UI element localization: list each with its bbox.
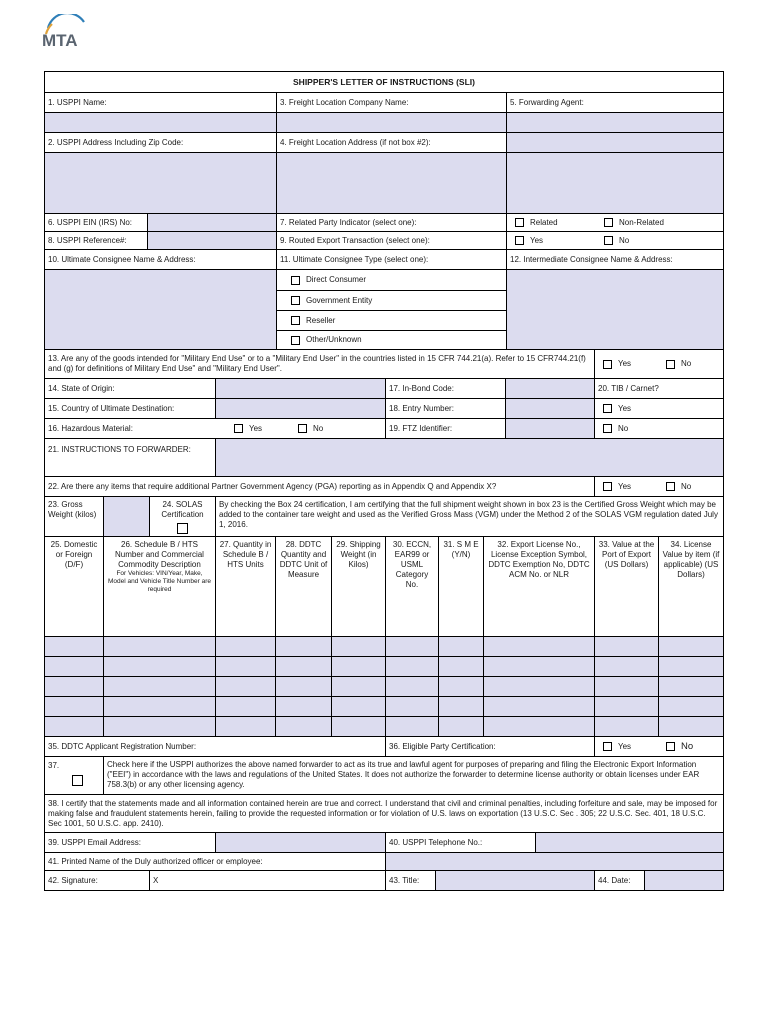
forwarding-agent-label: 5. Forwarding Agent: <box>510 98 584 107</box>
routed-yes-checkbox[interactable] <box>515 236 524 245</box>
instructions-to-forwarder-input[interactable] <box>215 439 723 476</box>
tib-no-label: No <box>618 423 629 433</box>
commodity-row <box>45 656 723 676</box>
state-of-origin-input[interactable] <box>215 379 385 398</box>
forwarding-agent-fill-2 <box>506 153 723 213</box>
commodity-cell-col-31[interactable] <box>438 717 483 736</box>
routed-yes-option[interactable] <box>506 232 596 249</box>
pga-yes-option[interactable] <box>594 477 654 496</box>
consignee-type-other[interactable] <box>277 330 506 349</box>
pga-no-option[interactable] <box>654 477 723 496</box>
usppi-email-input[interactable] <box>215 833 385 852</box>
hazardous-material-label: 16. Hazardous Material: <box>48 423 133 433</box>
gross-weight-input[interactable] <box>103 497 149 536</box>
hazardous-yes-checkbox[interactable] <box>234 424 243 433</box>
printed-name-input[interactable] <box>385 853 723 870</box>
certification-statement: 38. I certify that the statements made and all information contained herein are true and correct. I understand that civil and criminal penalties, including forfeiture and sale, may be imposed for making false and fraudulent statements herein, failing to provide the requested information or for violation of U.S. laws on exportation (13 U.S.C. Sec . 305; 22 U.S.C. Sec. 401, 18 U.S.C. Sec 1001, 50 U.S.C. app. 2410). <box>48 799 718 828</box>
commodity-cell-col-32[interactable] <box>483 717 594 736</box>
signature-input[interactable] <box>149 871 385 890</box>
tib-yes-option[interactable] <box>594 399 723 418</box>
tib-yes-label: Yes <box>618 403 632 413</box>
commodity-cell-col-26[interactable] <box>103 697 215 716</box>
tib-yes-checkbox[interactable] <box>603 404 612 413</box>
commodity-cell-col-29[interactable] <box>331 657 385 676</box>
pga-reporting-question: 22. Are there any items that require additional Partner Government Agency (PGA) reporting as in Appendix Q and Appendix X? <box>48 481 497 491</box>
solas-label: 24. SOLAS Certification <box>161 500 204 519</box>
consignee-type-direct[interactable] <box>277 270 506 290</box>
commodity-row <box>45 676 723 696</box>
country-destination-input[interactable] <box>215 399 385 418</box>
usppi-address-label: 2. USPPI Address Including Zip Code: <box>48 137 184 147</box>
consignee-type-options <box>276 270 506 349</box>
commodity-cell-col-34[interactable] <box>658 657 723 676</box>
commodity-cell-col-27[interactable] <box>215 717 275 736</box>
routed-no-label: No <box>619 235 630 245</box>
commodity-cell-col-33[interactable] <box>594 657 658 676</box>
commodity-cell-col-34[interactable] <box>658 697 723 716</box>
col-29-header: 29. Shipping Weight (in Kilos) <box>331 537 385 636</box>
commodity-cell-col-28[interactable] <box>275 637 331 656</box>
related-party-label: 7. Related Party Indicator (select one): <box>276 214 506 231</box>
military-no-checkbox[interactable] <box>666 360 675 369</box>
commodity-cell-col-30[interactable] <box>385 677 438 696</box>
consignee-type-government[interactable] <box>277 290 506 310</box>
non-related-option-label: Non-Related <box>619 217 664 227</box>
form-title: SHIPPER'S LETTER OF INSTRUCTIONS (SLI) <box>293 77 475 87</box>
freight-location-company-input[interactable] <box>276 113 506 132</box>
col-34-header: 34. License Value by item (if applicable) (US Dollars) <box>658 537 723 636</box>
commodity-cell-col-25[interactable] <box>45 717 103 736</box>
col-28-header: 28. DDTC Quantity and DDTC Unit of Measure <box>275 537 331 636</box>
military-no-label: No <box>681 359 692 368</box>
col-26-header <box>103 537 215 636</box>
intermediate-consignee-label: 12. Intermediate Consignee Name & Address: <box>506 250 723 269</box>
eligible-yes-option[interactable] <box>594 737 654 756</box>
usppi-reference-input[interactable] <box>147 232 276 249</box>
commodity-cell-col-29[interactable] <box>331 697 385 716</box>
freight-location-address-label: 4. Freight Location Address (if not box #2): <box>276 133 506 152</box>
col-25-header: 25. Domestic or Foreign (D/F) <box>50 540 98 569</box>
eligible-no-checkbox[interactable] <box>666 742 675 751</box>
in-bond-code-input[interactable] <box>505 379 594 398</box>
commodity-cell-col-29[interactable] <box>331 717 385 736</box>
eligible-party-label: 36. Eligible Party Certification: <box>385 737 594 756</box>
commodity-cell-col-29[interactable] <box>331 677 385 696</box>
forwarder-authorization-text: Check here if the USPPI authorizes the above named forwarder to act as its true and lawful agent for purposes of preparing and filing the Electronic Export Information ("EEI") in accordance with the laws and regulations of the United States. It does not authorize the forwarder to determine license authority or obtain licenses under EAR 758.3(b) or any other licensing agency. <box>103 757 723 794</box>
col-31-header: 31. S M E (Y/N) <box>438 537 483 636</box>
date-input[interactable] <box>644 871 723 890</box>
pga-no-checkbox[interactable] <box>666 482 675 491</box>
pga-no-label: No <box>681 481 692 491</box>
usppi-telephone-input[interactable] <box>535 833 723 852</box>
hazardous-no-label: No <box>313 423 324 433</box>
commodity-cell-col-34[interactable] <box>658 637 723 656</box>
col-26-note: For Vehicles: VIN/Year, Make, Model and Vehicle Title Number are required <box>108 570 211 593</box>
commodity-cell-col-31[interactable] <box>438 677 483 696</box>
commodity-cell-col-33[interactable] <box>594 697 658 716</box>
title-input[interactable] <box>435 871 594 890</box>
usppi-telephone-label: 40. USPPI Telephone No.: <box>385 833 535 852</box>
solas-cell <box>149 497 215 536</box>
usppi-name-label: 1. USPPI Name: <box>48 97 107 107</box>
direct-consumer-checkbox[interactable] <box>291 276 300 285</box>
hazardous-no-option[interactable] <box>295 419 375 438</box>
routed-no-option[interactable] <box>596 232 723 249</box>
commodity-cell-col-34[interactable] <box>658 677 723 696</box>
date-label: 44. Date: <box>594 871 644 890</box>
non-related-option[interactable] <box>596 214 723 231</box>
hazardous-yes-option[interactable] <box>231 419 291 438</box>
col-27-header: 27. Quantity in Schedule B / HTS Units <box>215 537 275 636</box>
country-destination-label: 15. Country of Ultimate Destination: <box>48 403 175 413</box>
routed-export-label: 9. Routed Export Transaction (select one): <box>276 232 506 249</box>
reseller-checkbox[interactable] <box>291 316 300 325</box>
commodity-cell-col-32[interactable] <box>483 677 594 696</box>
tib-carnet-label: 20. TIB / Carnet? <box>594 379 723 398</box>
signature-label: 42. Signature: <box>48 875 98 885</box>
state-of-origin-label: 14. State of Origin: <box>48 383 115 393</box>
solas-checkbox[interactable] <box>177 523 188 534</box>
forwarder-authorization-number: 37. <box>48 761 60 770</box>
sli-form <box>44 71 724 891</box>
commodity-cell-col-33[interactable] <box>594 677 658 696</box>
pga-yes-checkbox[interactable] <box>603 482 612 491</box>
commodity-cell-col-27[interactable] <box>215 697 275 716</box>
commodity-cell-col-28[interactable] <box>275 677 331 696</box>
forwarder-authorization-cell <box>45 757 103 794</box>
commodity-cell-col-29[interactable] <box>331 637 385 656</box>
non-related-checkbox[interactable] <box>604 218 613 227</box>
commodity-cell-col-25[interactable] <box>45 677 103 696</box>
in-bond-code-label: 17. In-Bond Code: <box>385 379 505 398</box>
commodity-cell-col-26[interactable] <box>103 637 215 656</box>
eligible-no-label: No <box>681 740 694 752</box>
usppi-address-input[interactable] <box>45 153 276 213</box>
commodity-cell-col-28[interactable] <box>275 717 331 736</box>
eligible-yes-checkbox[interactable] <box>603 742 612 751</box>
title-label: 43. Title: <box>385 871 435 890</box>
ddtc-registration-label: 35. DDTC Applicant Registration Number: <box>48 741 197 751</box>
reseller-label: Reseller <box>306 315 336 325</box>
commodity-cell-col-32[interactable] <box>483 637 594 656</box>
ultimate-consignee-label: 10. Ultimate Consignee Name & Address: <box>48 254 196 264</box>
commodity-cell-col-28[interactable] <box>275 657 331 676</box>
related-option[interactable] <box>506 214 596 231</box>
commodity-cell-col-30[interactable] <box>385 717 438 736</box>
commodity-cell-col-26[interactable] <box>103 677 215 696</box>
related-checkbox[interactable] <box>515 218 524 227</box>
other-unknown-label: Other/Unknown <box>306 335 362 344</box>
forwarder-authorization-checkbox[interactable] <box>72 775 83 786</box>
commodity-row <box>45 696 723 716</box>
commodity-cell-col-25[interactable] <box>45 657 103 676</box>
hazardous-yes-label: Yes <box>249 423 263 433</box>
ultimate-consignee-input[interactable] <box>45 270 276 349</box>
usppi-email-label: 39. USPPI Email Address: <box>48 837 141 847</box>
commodity-cell-col-31[interactable] <box>438 657 483 676</box>
hazardous-no-checkbox[interactable] <box>298 424 307 433</box>
related-option-label: Related <box>530 217 558 227</box>
intermediate-consignee-input[interactable] <box>506 270 723 349</box>
entry-number-input[interactable] <box>505 399 594 418</box>
mta-logo <box>40 14 100 50</box>
printed-name-label: 41. Printed Name of the Duly authorized officer or employee: <box>48 856 263 866</box>
eligible-yes-label: Yes <box>618 741 632 751</box>
eligible-no-option[interactable] <box>654 737 723 756</box>
commodity-cell-col-30[interactable] <box>385 657 438 676</box>
military-yes-checkbox[interactable] <box>603 360 612 369</box>
col-26-title: 26. Schedule B / HTS Number and Commercial Commodity Description <box>115 540 204 569</box>
government-entity-label: Government Entity <box>306 295 373 305</box>
tib-no-checkbox[interactable] <box>603 424 612 433</box>
commodity-cell-col-32[interactable] <box>483 697 594 716</box>
forwarding-agent-fill <box>506 133 723 152</box>
forwarding-agent-input[interactable] <box>506 113 723 132</box>
commodity-cell-col-33[interactable] <box>594 717 658 736</box>
ftz-identifier-label: 19. FTZ Identifier: <box>385 419 505 438</box>
commodity-cell-col-32[interactable] <box>483 657 594 676</box>
commodity-cell-col-26[interactable] <box>103 717 215 736</box>
signature-x: X <box>153 875 159 885</box>
col-30-header: 30. ECCN, EAR99 or USML Category No. <box>385 537 438 636</box>
commodity-cell-col-31[interactable] <box>438 697 483 716</box>
gross-weight-label: 23. Gross Weight (kilos) <box>48 500 97 519</box>
routed-no-checkbox[interactable] <box>604 236 613 245</box>
government-entity-checkbox[interactable] <box>291 296 300 305</box>
military-yes-option[interactable] <box>594 350 654 378</box>
usppi-reference-label: 8. USPPI Reference#: <box>48 235 127 245</box>
military-yes-label: Yes <box>618 359 632 368</box>
freight-location-address-input[interactable] <box>276 153 506 213</box>
commodity-cell-col-31[interactable] <box>438 637 483 656</box>
commodity-cell-col-28[interactable] <box>275 697 331 716</box>
commodity-rows <box>45 636 723 736</box>
commodity-cell-col-25[interactable] <box>45 697 103 716</box>
freight-location-company-label: 3. Freight Location Company Name: <box>276 93 506 112</box>
commodity-cell-col-27[interactable] <box>215 657 275 676</box>
col-33-header: 33. Value at the Port of Export (US Dollars) <box>594 537 658 636</box>
routed-yes-label: Yes <box>530 235 544 245</box>
col-32-header: 32. Export License No., License Exception Symbol, DDTC Exemption No, DDTC ACM No. or NLR <box>483 537 594 636</box>
direct-consumer-label: Direct Consumer <box>306 275 367 284</box>
commodity-cell-col-26[interactable] <box>103 657 215 676</box>
solas-certification-text: By checking the Box 24 certification, I am certifying that the full shipment weight shown in box 23 is the Certified Gross Weight which may be added to the container tare weight and used as the Verified Gross Mass (VGM) under the Method 2 of the SOLAS VGM regulation dated July 1, 2016. <box>215 497 723 536</box>
usppi-name-input[interactable] <box>45 113 276 132</box>
pga-yes-label: Yes <box>618 481 632 491</box>
instructions-to-forwarder-label: 21. INSTRUCTIONS TO FORWARDER: <box>48 445 191 454</box>
military-no-option[interactable] <box>654 350 723 378</box>
entry-number-label: 18. Entry Number: <box>385 399 505 418</box>
logo-text: MTA <box>42 31 78 50</box>
commodity-cell-col-30[interactable] <box>385 637 438 656</box>
commodity-row <box>45 636 723 656</box>
commodity-cell-col-25[interactable] <box>45 637 103 656</box>
consignee-type-reseller[interactable] <box>277 310 506 330</box>
usppi-ein-input[interactable] <box>147 214 276 231</box>
commodity-cell-col-30[interactable] <box>385 697 438 716</box>
ftz-identifier-input[interactable] <box>505 419 594 438</box>
military-end-use-question: 13. Are any of the goods intended for "Military End Use" or to a "Military End User" in the countries listed in 15 CFR 744.21(a). Refer to 15 CFR744.21(f) and (g) for definitions of Military End Use" and "Military End User". <box>48 354 586 373</box>
other-unknown-checkbox[interactable] <box>291 336 300 345</box>
commodity-row <box>45 716 723 736</box>
consignee-type-label: 11. Ultimate Consignee Type (select one): <box>276 250 506 269</box>
commodity-cell-col-27[interactable] <box>215 677 275 696</box>
commodity-cell-col-33[interactable] <box>594 637 658 656</box>
usppi-ein-label: 6. USPPI EIN (IRS) No: <box>48 217 133 227</box>
commodity-cell-col-34[interactable] <box>658 717 723 736</box>
commodity-cell-col-27[interactable] <box>215 637 275 656</box>
tib-no-option[interactable] <box>594 419 723 438</box>
